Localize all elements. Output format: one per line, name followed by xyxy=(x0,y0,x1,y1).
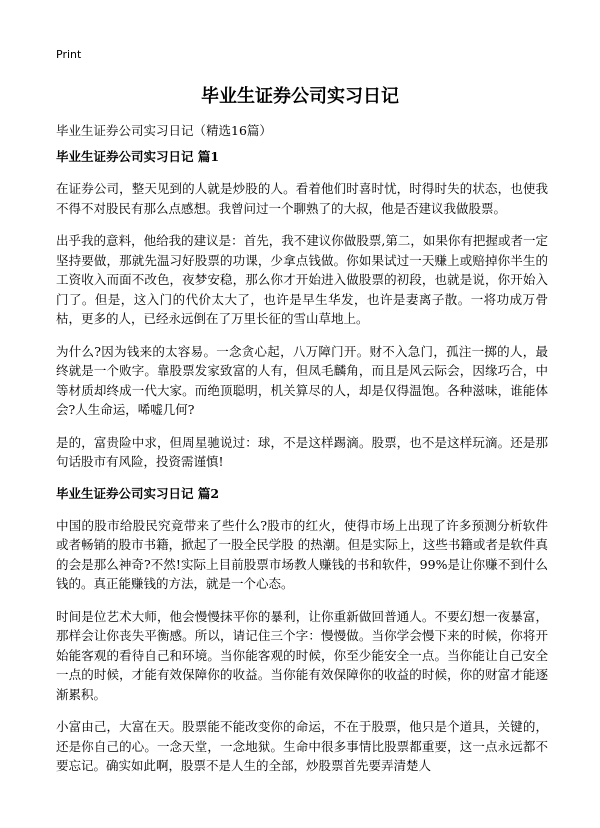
section-heading: 毕业生证券公司实习日记 篇2 xyxy=(56,485,220,501)
diary-section-2 xyxy=(56,485,548,776)
document-body xyxy=(56,148,548,789)
diary-section-1 xyxy=(56,148,548,472)
section-heading: 毕业生证券公司实习日记 篇1 xyxy=(56,149,220,164)
document-title: 毕业生证券公司实习日记 xyxy=(201,86,399,107)
paragraph: 出乎我的意料，他给我的建议是：首先，我不建议你做股票,第二，如果你有把握或者一定坚持要做，那就先温习好股票的功课，少拿点钱做。你如果试过一天赚上或赔掉你半生的工资收入而面不改色，夜梦安稳，那么你才开始进入做股票的初段，也就是说，你开始入门了。但是，这入门的代价太大了，也许是早生华发，也许是妻离子散。一将功成万骨枯，更多的人，已经永远倒在了万里长征的雪山草地上。 xyxy=(56,233,548,326)
paragraph: 为什么?因为钱来的太容易。一念贪心起，八万障门开。财不入急门，孤注一掷的人，最终就是一个败字。靠股票发家致富的人有，但凤毛麟角，而且是风云际会，因缘巧合，中等材质却终成一代大家。而绝顶聪明，机关算尽的人，却是仅得温饱。各种滋味，谁能体会?人生命运，唏嘘几何? xyxy=(56,343,548,417)
print-label: Print xyxy=(56,48,82,61)
paragraph: 小富由己，大富在天。股票能不能改变你的命运，不在于股票，他只是个道具，关键的，还是你自己的心。一念天堂，一念地狱。生命中很多事情比股票都重要，这一点永远都不要忘记。确实如此啊，股票不是人生的全部，炒股票首先要弄清楚人 xyxy=(56,719,548,773)
paragraph: 时间是位艺术大师，他会慢慢抹平你的暴利，让你重新做回普通人。不要幻想一夜暴富，那样会让你丧失平衡感。所以，请记住三个字：慢慢做。当你学会慢下来的时候，你将开始能客观的看待自己和环境。当你能客观的时候，你至少能安全一点。当你能让自己安全一点的时候，才能有效保障你的收益。当你能有效保障你的收益的时候，你的财富才能逐渐累积。 xyxy=(56,608,548,702)
paragraph: 是的，富贵险中求，但周星驰说过：球，不是这样踢滴。股票，也不是这样玩滴。还是那句话股市有风险，投资需谨慎! xyxy=(56,434,548,469)
paragraph: 在证券公司，整天见到的人就是炒股的人。看着他们时喜时忧，时得时失的状态，也使我不得不对股民有那么点感想。我曾问过一个聊熟了的大叔，他是否建议我做股票。 xyxy=(56,181,548,216)
paragraph: 中国的股市给股民究竟带来了些什么?股市的红火，使得市场上出现了许多预测分析软件或者畅销的股市书籍，掀起了一股全民学股 的热潮。但是实际上，这些书籍或者是软件真的会是那么神奇?不然!实际上目前股票市场教人赚钱的书和软件，99%是让你赚不到什么钱的。真正能赚钱的方法，就是一个心态。 xyxy=(56,517,548,591)
document-subtitle: 毕业生证券公司实习日记（精选16篇） xyxy=(56,123,272,138)
